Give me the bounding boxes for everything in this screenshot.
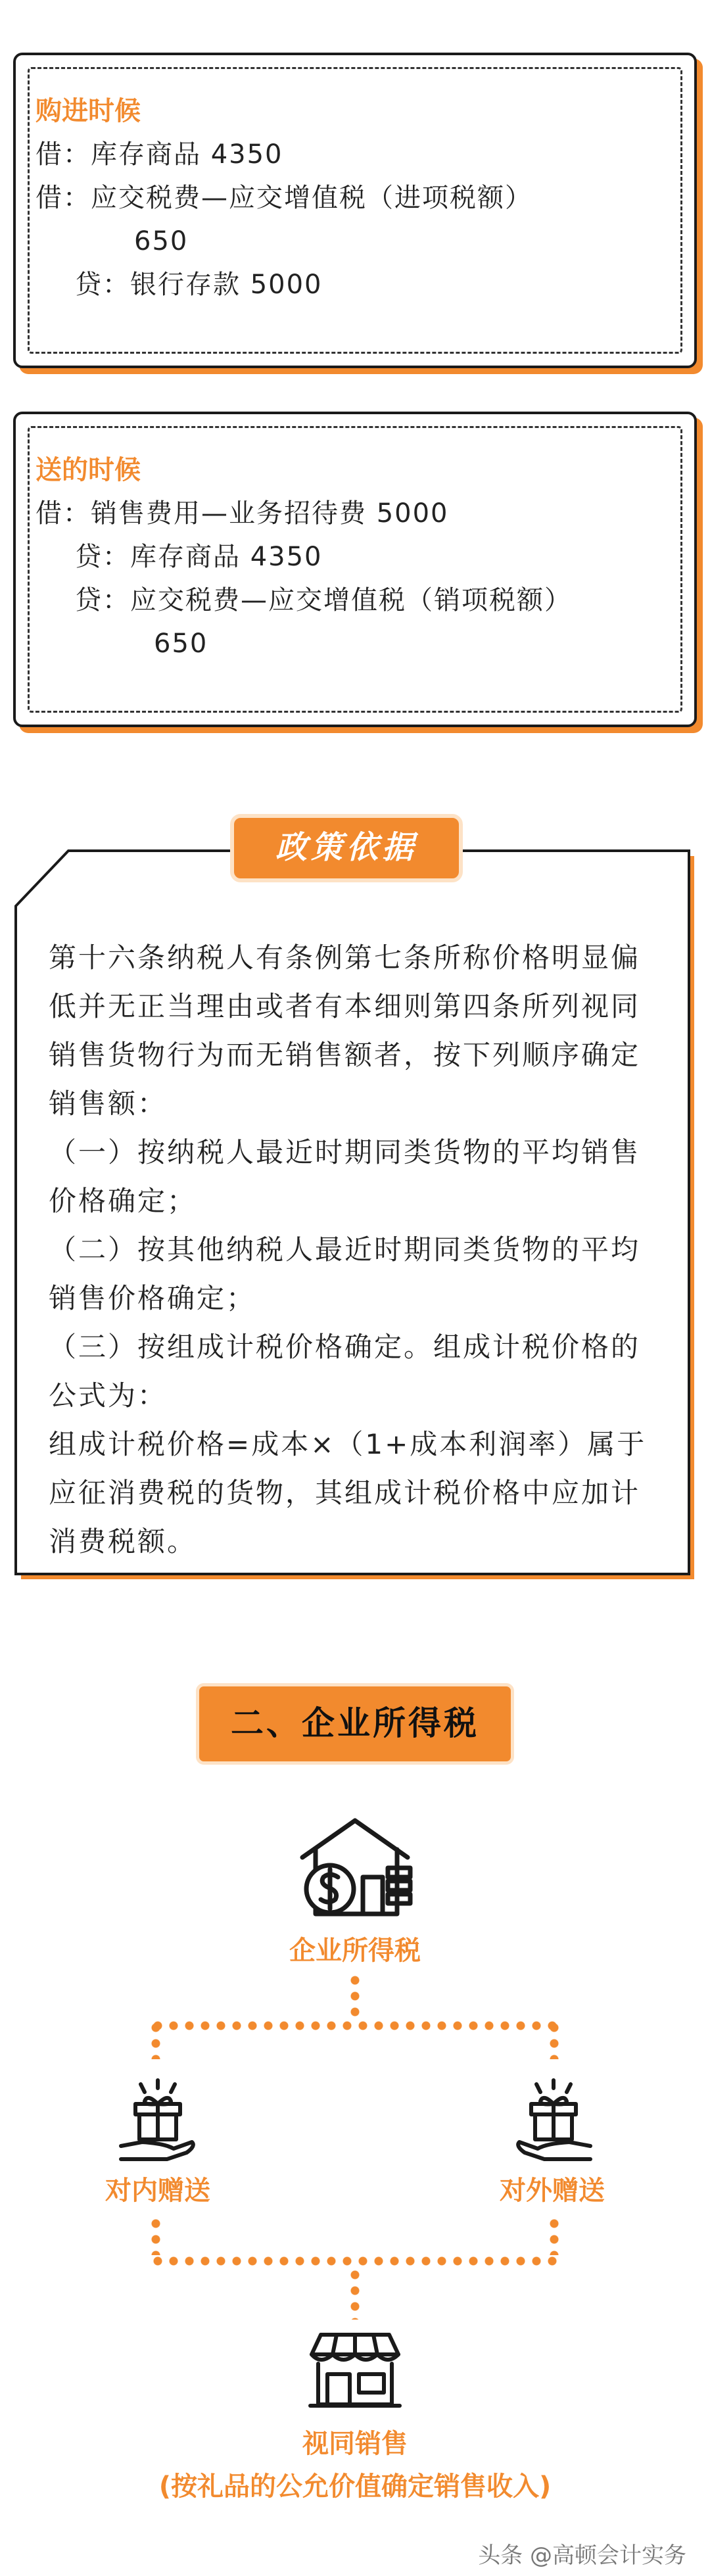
connector [150, 2020, 560, 2032]
entry-line: 650 [134, 226, 189, 256]
policy-paragraph: 组成计税价格=成本×（1+成本利润率）属于应征消费税的货物，其组成计税价格中应加计消费税额。 [49, 1428, 647, 1558]
connector [150, 2020, 162, 2059]
connector [548, 2216, 560, 2255]
card-title: 送的时候 [36, 455, 141, 485]
policy-paragraph: （一）按纳税人最近时期同类货物的平均销售价格确定； [49, 1136, 641, 1217]
house-dollar-icon [289, 1811, 421, 1923]
entry-line: 借：销售费用—业务招待费 5000 [36, 498, 449, 529]
connector [349, 2267, 361, 2320]
entry-line: 贷：应交税费—应交增值税（销项税额） [75, 585, 572, 615]
connector [349, 1972, 361, 2020]
entry-line: 贷：库存商品 4350 [75, 542, 323, 572]
connector [150, 2255, 560, 2267]
entry-line: 650 [154, 629, 208, 659]
entry-line: 借：应交税费—应交增值税（进项税额） [36, 183, 532, 213]
policy-text [49, 934, 668, 1566]
storefront-icon [308, 2331, 402, 2410]
flow-label-note: (按礼品的公允价值确定销售收入) [158, 2471, 552, 2502]
connector [548, 2020, 560, 2059]
connector [150, 2216, 162, 2255]
card-title: 购进时候 [36, 96, 141, 126]
gift-entry-card [13, 412, 697, 727]
gift-in-hand-icon [514, 2078, 593, 2163]
section-title: 二、企业所得税 [196, 1683, 514, 1765]
watermark: 头条 @高顿会计实务 [478, 2542, 686, 2569]
flow-label-bottom: 视同销售 [302, 2429, 408, 2459]
flow-label-left: 对内赠送 [105, 2176, 210, 2206]
policy-paragraph: 第十六条纳税人有条例第七条所称价格明显偏低并无正当理由或者有本细则第四条所列视同销售货物行为而无销售额者，按下列顺序确定销售额： [49, 942, 641, 1120]
flow-label-right: 对外赠送 [500, 2176, 605, 2206]
gift-in-hand-icon [118, 2078, 197, 2163]
policy-tag: 政策依据 [230, 814, 463, 882]
policy-paragraph: （二）按其他纳税人最近时期同类货物的平均销售价格确定； [49, 1233, 641, 1314]
entry-line: 借：库存商品 4350 [36, 139, 283, 170]
policy-paragraph: （三）按组成计税价格确定。组成计税价格的公式为： [49, 1331, 641, 1412]
purchase-entry-card [13, 53, 697, 368]
flow-label-top: 企业所得税 [289, 1936, 421, 1966]
entry-line: 贷：银行存款 5000 [75, 270, 323, 300]
